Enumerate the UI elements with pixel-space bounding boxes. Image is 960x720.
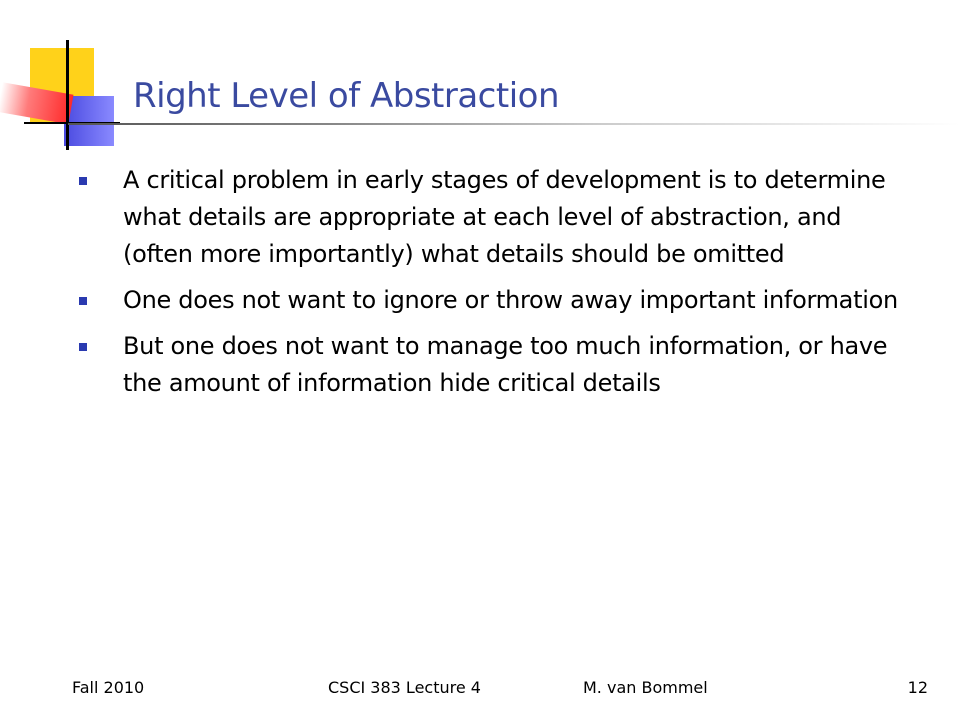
square-bullet-icon	[79, 343, 87, 351]
title-underline	[68, 123, 960, 125]
bullet-item	[75, 162, 905, 273]
footer-course: CSCI 383 Lecture 4	[328, 678, 481, 697]
footer-page-number: 12	[907, 678, 928, 697]
footer-author: M. van Bommel	[583, 678, 708, 697]
bullet-text: A critical problem in early stages of development is to determine what details are appropriate at each level of abstraction, and (often more importantly) what details should be omitted	[123, 166, 886, 268]
template-logo-graphic	[0, 0, 140, 160]
bullet-item	[75, 328, 905, 402]
logo-vertical-line	[66, 40, 69, 150]
bullet-text: One does not want to ignore or throw away important information	[123, 286, 898, 314]
square-bullet-icon	[79, 297, 87, 305]
bullet-list	[75, 162, 905, 411]
slide-title: Right Level of Abstraction	[133, 76, 559, 116]
square-bullet-icon	[79, 177, 87, 185]
bullet-text: But one does not want to manage too much information, or have the amount of information hide critical details	[123, 332, 888, 397]
footer-date: Fall 2010	[72, 678, 145, 697]
bullet-item	[75, 282, 905, 319]
